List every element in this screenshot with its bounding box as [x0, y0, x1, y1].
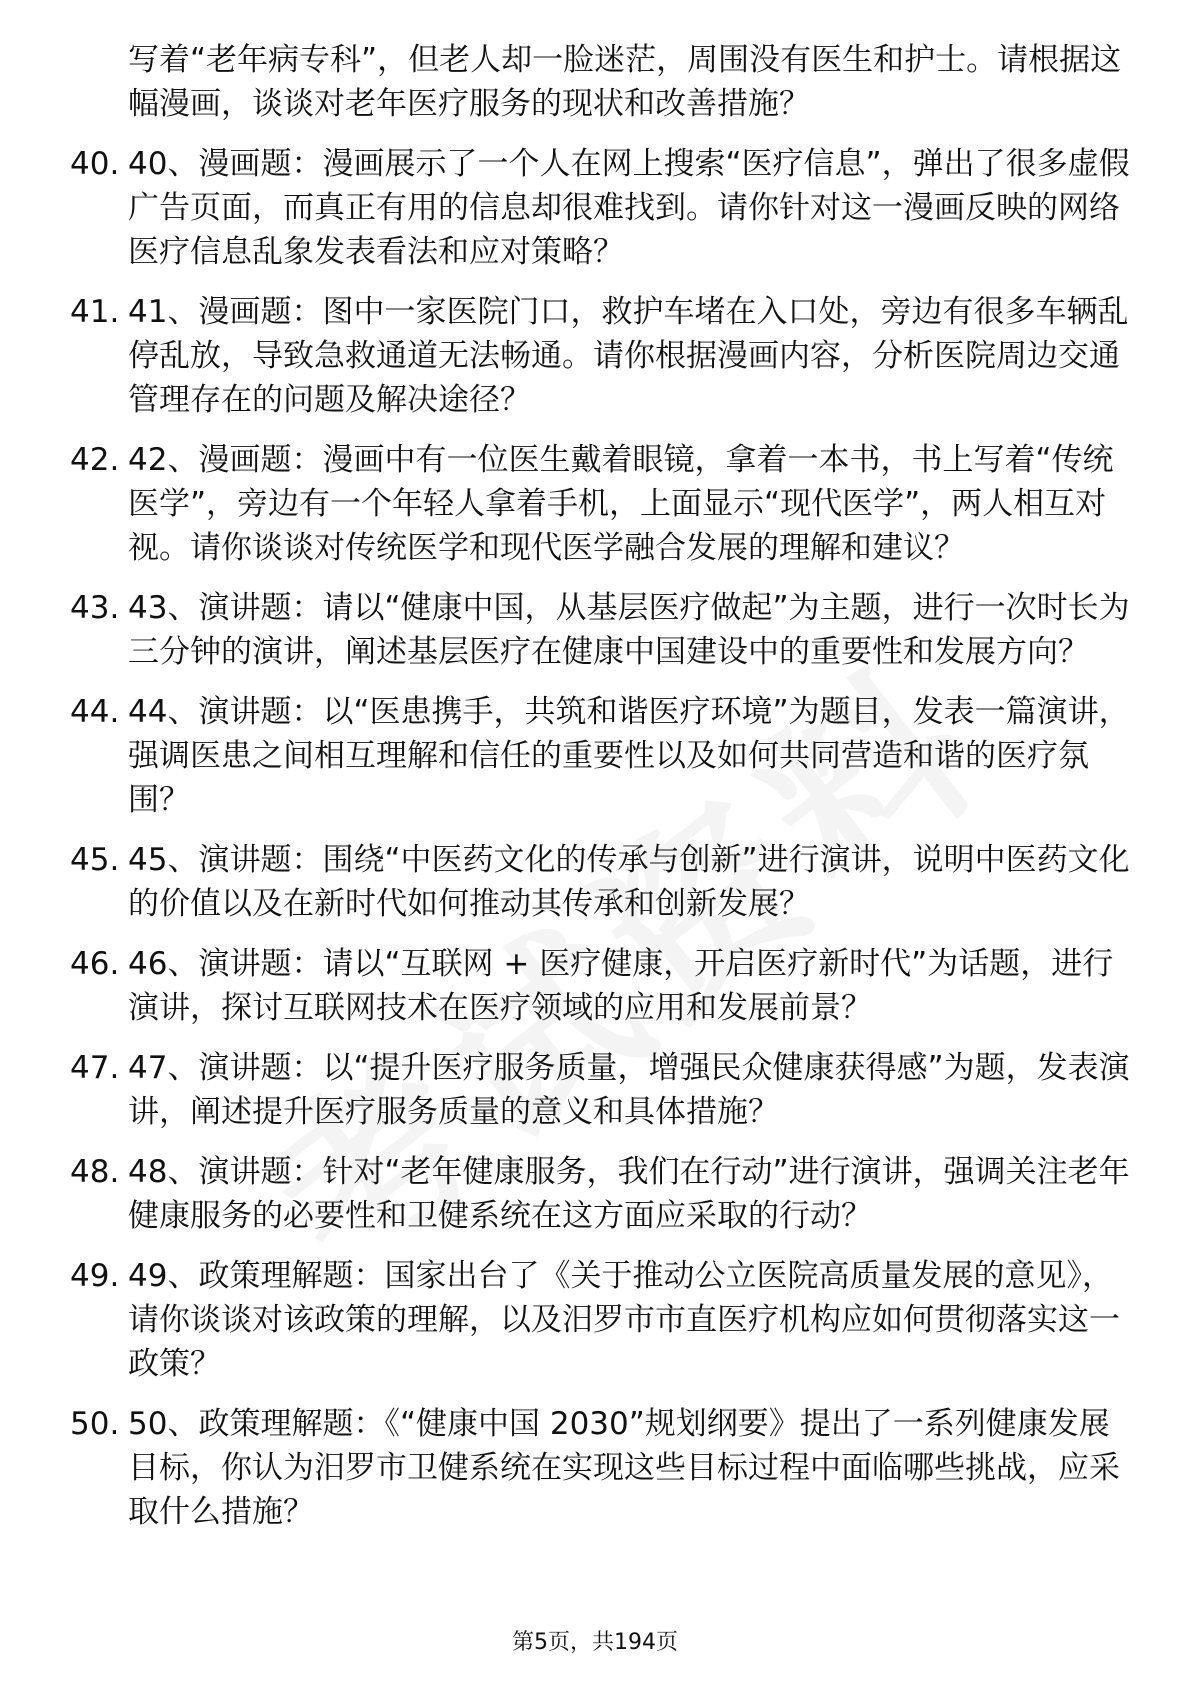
question-text: 42、漫画题：漫画中有一位医生戴着眼镜，拿着一本书，书上写着“传统医学”，旁边有一个年轻人拿着手机，上面显示“现代医学”，两人相互对视。请你谈谈对传统医学和现代医学融合发展的理解和建议？ [128, 442, 1114, 566]
question-item [70, 1150, 1130, 1238]
page-footer: 第5页，共194页 [512, 1630, 678, 1655]
question-item [70, 838, 1130, 926]
question-number: 40. [70, 146, 120, 182]
question-text: 49、政策理解题：国家出台了《关于推动公立医院高质量发展的意见》，请你谈谈对该政策的理解，以及汨罗市市直医疗机构应如何贯彻落实这一政策？ [128, 1258, 1120, 1382]
question-text: 40、漫画题：漫画展示了一个人在网上搜索“医疗信息”，弹出了很多虚假广告页面，而真正有用的信息却很难找到。请你针对这一漫画反映的网络医疗信息乱象发表看法和应对策略？ [128, 146, 1130, 270]
question-number: 44. [70, 694, 120, 730]
question-text: 48、演讲题：针对“老年健康服务，我们在行动”进行演讲，强调关注老年健康服务的必要性和卫健系统在这方面应采取的行动？ [128, 1154, 1130, 1234]
question-number: 43. [70, 590, 120, 626]
question-item [70, 690, 1130, 822]
question-text: 46、演讲题：请以“互联网 + 医疗健康，开启医疗新时代”为话题，进行演讲，探讨互联网技术在医疗领域的应用和发展前景？ [128, 946, 1114, 1026]
question-number: 46. [70, 946, 120, 982]
question-item [70, 1402, 1130, 1534]
question-item [70, 142, 1130, 274]
question-number: 49. [70, 1258, 120, 1294]
question-list [70, 38, 1130, 1550]
question-number: 41. [70, 294, 120, 330]
question-item [70, 1254, 1130, 1386]
question-item [70, 290, 1130, 422]
question-text: 47、演讲题：以“提升医疗服务质量，增强民众健康获得感”为题，发表演讲，阐述提升医疗服务质量的意义和具体措施？ [128, 1050, 1130, 1130]
question-text: 41、漫画题：图中一家医院门口，救护车堵在入口处，旁边有很多车辆乱停乱放，导致急救通道无法畅通。请你根据漫画内容，分析医院周边交通管理存在的问题及解决途径？ [128, 294, 1129, 418]
question-item [70, 438, 1130, 570]
question-item [70, 942, 1130, 1030]
question-item [70, 1046, 1130, 1134]
question-text: 43、演讲题：请以“健康中国，从基层医疗做起”为主题，进行一次时长为三分钟的演讲，阐述基层医疗在健康中国建设中的重要性和发展方向？ [128, 590, 1130, 670]
question-number: 45. [70, 842, 120, 878]
question-number: 48. [70, 1154, 120, 1190]
question-text: 50、政策理解题：《“健康中国 2030”规划纲要》提出了一系列健康发展目标，你认为汨罗市卫健系统在实现这些目标过程中面临哪些挑战，应采取什么措施？ [128, 1406, 1120, 1530]
question-number: 47. [70, 1050, 120, 1086]
question-item [70, 586, 1130, 674]
question-number: 42. [70, 442, 120, 478]
question-number: 50. [70, 1406, 120, 1442]
question-text: 44、演讲题：以“医患携手，共筑和谐医疗环境”为题目，发表一篇演讲，强调医患之间相互理解和信任的重要性以及如何共同营造和谐的医疗氛围？ [128, 694, 1130, 818]
continued-question-text: 写着“老年病专科”，但老人却一脸迷茫，周围没有医生和护士。请根据这幅漫画，谈谈对老年医疗服务的现状和改善措施？ [128, 42, 1122, 122]
question-text: 45、演讲题：围绕“中医药文化的传承与创新”进行演讲，说明中医药文化的价值以及在新时代如何推动其传承和创新发展？ [128, 842, 1130, 922]
